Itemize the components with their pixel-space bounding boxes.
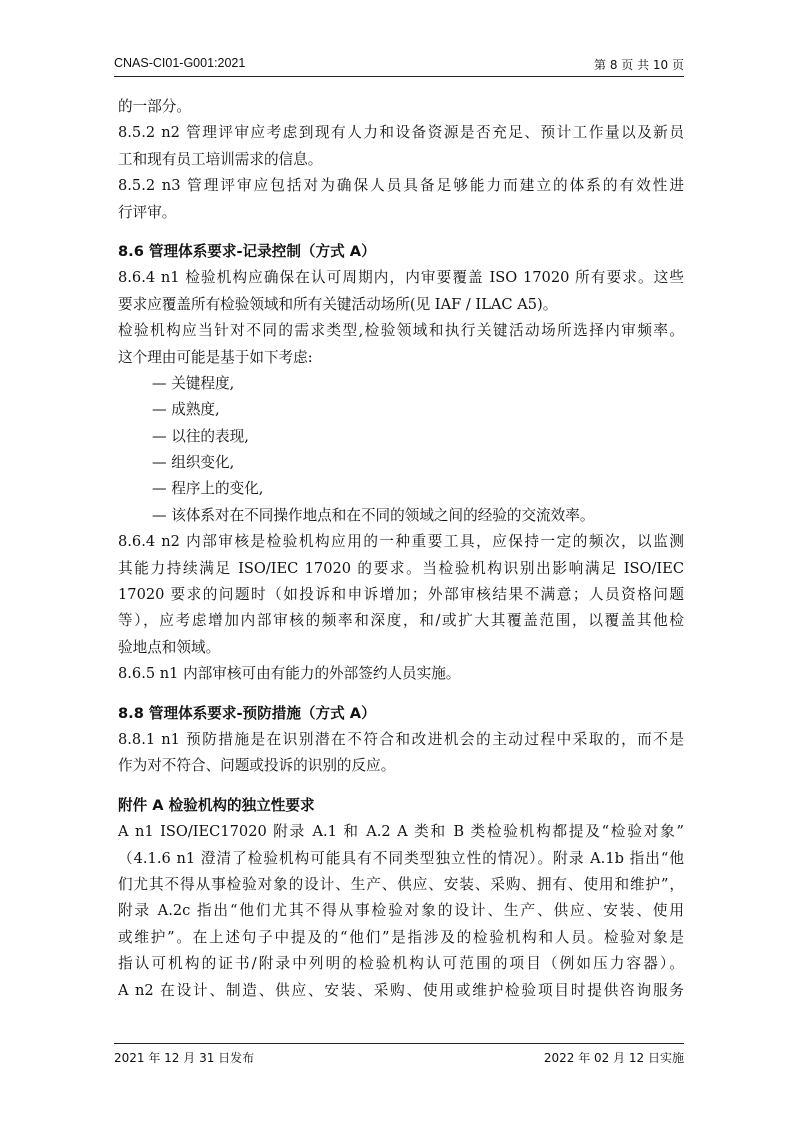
- effective-date: 2022 年 02 月 12 日实施: [543, 1051, 684, 1065]
- page-footer: [114, 1049, 684, 1067]
- header-divider: [114, 76, 684, 77]
- list-item: — 程序上的变化,: [152, 480, 264, 498]
- text-line: 附录 A.2c 指出“他们尤其不得从事检验对象的设计、生产、供应、安装、使用: [118, 902, 684, 920]
- section-heading: 附件 A 检验机构的独立性要求: [118, 796, 315, 814]
- text-line: 8.5.2 n2 管理评审应考虑到现有人力和设备资源是否充足、预计工作量以及新员: [118, 124, 684, 142]
- list-item: — 关键程度,: [152, 374, 235, 392]
- text-line: 或维护”。在上述句子中提及的“他们”是指涉及的检验机构和人员。检验对象是: [118, 928, 684, 946]
- text-line: 指认可机构的证书/附录中列明的检验机构认可范围的项目（例如压力容器）。: [118, 955, 684, 973]
- text-line: 作为对不符合、问题或投诉的识别的反应。: [118, 757, 396, 775]
- text-line: 8.8.1 n1 预防措施是在识别潜在不符合和改进机会的主动过程中采取的，而不是: [118, 730, 684, 748]
- text-line: （4.1.6 n1 澄清了检验机构可能具有不同类型独立性的情况）。附录 A.1b 指出“他: [118, 849, 684, 867]
- text-line: 8.5.2 n3 管理评审应包括对为确保人员具备足够能力而建立的体系的有效性进: [118, 177, 684, 195]
- document-id: CNAS-CI01-G001:2021: [114, 56, 246, 70]
- text-line: A n2 在设计、制造、供应、安装、采购、使用或维护检验项目时提供咨询服务: [118, 981, 684, 999]
- text-line: 17020 要求的问题时（如投诉和申诉增加；外部审核结果不满意；人员资格问题: [118, 586, 684, 604]
- text-line: 行评审。: [118, 203, 177, 221]
- list-item: — 以往的表现,: [152, 427, 249, 445]
- text-line: 8.6.4 n1 检验机构应确保在认可周期内，内审要覆盖 ISO 17020 所有要求。这些: [118, 269, 684, 287]
- section-heading: 8.8 管理体系要求-预防措施（方式 A）: [118, 704, 376, 722]
- text-line: 要求应覆盖所有检验领域和所有关键活动场所(见 IAF / ILAC A5)。: [118, 295, 558, 313]
- document-body: [118, 94, 684, 1004]
- text-line: A n1 ISO/IEC17020 附录 A.1 和 A.2 A 类和 B 类检验机构都提及“检验对象”: [118, 823, 684, 841]
- text-line: 这个理由可能是基于如下考虑:: [118, 348, 313, 366]
- list-item: — 成熟度,: [152, 401, 220, 419]
- text-line: 其能力持续满足 ISO/IEC 17020 的要求。当检验机构识别出影响满足 ISO/IEC: [118, 559, 684, 577]
- section-heading: 8.6 管理体系要求-记录控制（方式 A）: [118, 242, 376, 260]
- list-item: — 组织变化,: [152, 454, 235, 472]
- issue-date: 2021 年 12 月 31 日发布: [114, 1051, 255, 1065]
- text-line: 们尤其不得从事检验对象的设计、生产、供应、安装、采购、拥有、使用和维护”，: [118, 875, 684, 893]
- text-line: 验地点和领域。: [118, 638, 221, 656]
- text-line: 工和现有员工培训需求的信息。: [118, 150, 323, 168]
- text-line: 8.6.5 n1 内部审核可由有能力的外部签约人员实施。: [118, 665, 461, 683]
- footer-divider: [114, 1043, 684, 1044]
- list-item: — 该体系对在不同操作地点和在不同的领域之间的经验的交流效率。: [152, 506, 595, 524]
- text-line: 检验机构应当针对不同的需求类型,检验领域和执行关键活动场所选择内审频率。: [118, 322, 684, 340]
- text-line: 8.6.4 n2 内部审核是检验机构应用的一种重要工具，应保持一定的频次，以监测: [118, 533, 684, 551]
- page-header: [114, 56, 684, 74]
- page-number: 第 8 页 共 10 页: [594, 58, 684, 72]
- text-line: 的一部分。: [118, 98, 191, 115]
- text-line: 等），应考虑增加内部审核的频率和深度，和/或扩大其覆盖范围，以覆盖其他检: [118, 612, 684, 630]
